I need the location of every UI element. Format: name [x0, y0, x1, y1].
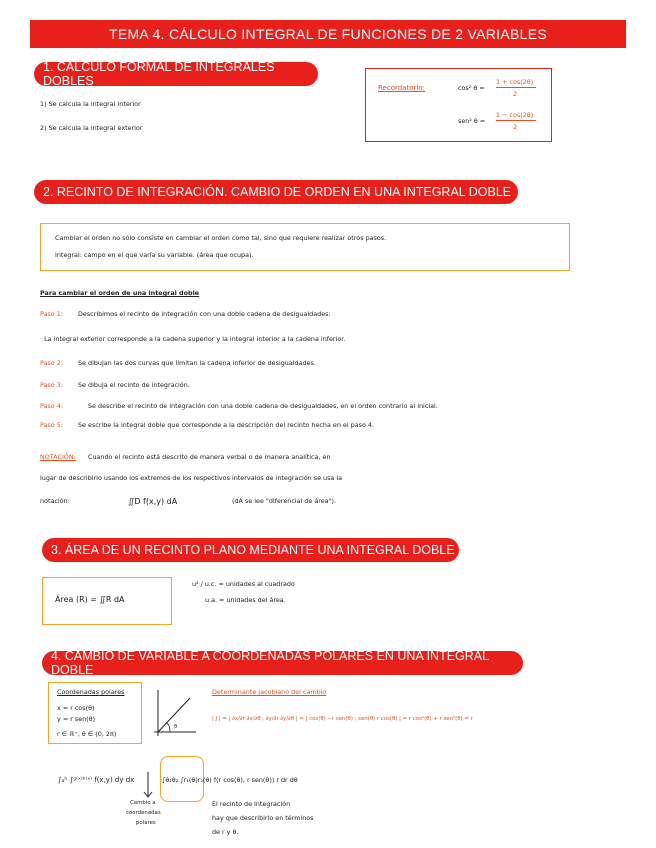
notation-formula: ∬D f(x,y) dA: [128, 497, 178, 506]
paso-3-label: Paso 3:: [40, 381, 63, 389]
section-4-heading: 4. CAMBIO DE VARIABLE A COORDENADAS POLARES EN UNA INTEGRAL DOBLE: [42, 651, 523, 675]
integral-cartesian: ∫ₐᵇ ∫ᵍ⁽ˣ⁾ʰ⁽ˣ⁾ f(x,y) dy dx: [58, 776, 135, 784]
paso-4-label: Paso 4:: [40, 402, 63, 410]
polar-title: Coordenadas polares: [57, 688, 125, 696]
area-note-1: u² / u.c. = unidades al cuadrado: [192, 580, 295, 588]
polar-theta-label: θ: [174, 724, 178, 730]
jacobian-title: Determinante jacobiano del cambio: [212, 688, 327, 696]
sin-numerator: 1 − cos(2θ): [496, 111, 534, 119]
cos-lhs: cos² θ =: [458, 84, 485, 92]
area-note-2: u.a. = unidades del área.: [205, 596, 286, 604]
change-label-2: coordenadas: [126, 810, 161, 816]
paso-5-text: Se escribe la integral doble que corresponde a la descripción del recinto hecha en el paso 4.: [78, 421, 374, 429]
jacobian-formula: | J | = | ∂x/∂r ∂x/∂θ ; ∂y/∂r ∂y/∂θ | = | cos(θ) −r sen(θ) ; sen(θ) r cos(θ) | = r cos²(θ) + r sen²(θ) = r: [212, 716, 473, 722]
polar-y: y = r sen(θ): [57, 715, 96, 723]
notation-label: NOTACIÓN:: [40, 453, 76, 461]
change-label-3: polares: [136, 820, 156, 826]
paso-1-label: Paso 1:: [40, 310, 63, 318]
paso-4-text: Se describe el recinto de integración con una doble cadena de desigualdades, en el orden contrario al inicial.: [88, 402, 438, 410]
notation-text-2: lugar de describirlo usando los extremos de los respectivos intervalos de integración se usa la: [40, 474, 343, 482]
area-formula: Área (R) = ∬R dA: [55, 595, 125, 604]
page-title: TEMA 4. CÁLCULO INTEGRAL DE FUNCIONES DE 2 VARIABLES: [30, 20, 626, 48]
change-arrow: [140, 770, 156, 800]
region-note-2: hay que describirlo en términos: [212, 814, 314, 822]
polar-box: [48, 682, 142, 744]
polar-domain: r ∈ ℝ⁺, θ ∈ (0, 2π): [57, 730, 117, 738]
notation-text-3: notación:: [40, 497, 70, 505]
paso-1-note: · La integral exterior corresponde a la cadena superior y la integral interior a la cadena inferior.: [40, 335, 346, 343]
region-note-3: de r y θ.: [212, 828, 239, 836]
polar-x: x = r cos(θ): [57, 704, 95, 712]
change-order-line-2: Integral: campo en el que varía su variable. (área que ocupa).: [55, 251, 254, 259]
area-formula-box: [42, 577, 172, 625]
reminder-label: Recordatorio:: [378, 84, 425, 92]
reminder-box: [365, 68, 552, 142]
change-label-1: Cambio a: [130, 800, 156, 806]
notation-text-1: Cuando el recinto está descrito de manera verbal o de manera analítica, en: [88, 453, 331, 461]
sin-denominator: 2: [513, 123, 518, 131]
s2-subtitle: Para cambiar el orden de una integral doble: [40, 289, 200, 297]
paso-5-label: Paso 5:: [40, 421, 63, 429]
paso-2-text: Se dibujan las dos curvas que limitan la cadena inferior de desigualdades.: [78, 359, 316, 367]
integral-polar: ∫θ₁θ₂ ∫r₁(θ)r₂(θ) f(r cos(θ), r sen(θ)) r dr dθ: [162, 776, 298, 784]
cos-numerator: 1 + cos(2θ): [496, 78, 534, 86]
section-3-heading: 3. ÁREA DE UN RECINTO PLANO MEDIANTE UNA INTEGRAL DOBLE: [42, 538, 459, 562]
region-note-1: El recinto de integración: [212, 800, 291, 808]
paso-2-label: Paso 2:: [40, 359, 63, 367]
s1-step-2: 2) Se calcula la integral exterior: [40, 124, 143, 132]
s1-step-1: 1) Se calcula la integral interior: [40, 100, 141, 108]
change-order-line-1: Cambiar el orden no sólo consiste en cambiar el orden como tal, sino que requiere realizar otros pasos.: [55, 234, 387, 242]
cos-denominator: 2: [513, 90, 518, 98]
sin-lhs: sen² θ =: [458, 117, 486, 125]
change-order-box: [40, 223, 570, 271]
notation-note: (dA se lee "diferencial de área").: [232, 497, 337, 505]
section-1-heading: 1. CÁLCULO FORMAL DE INTEGRALES DOBLES: [34, 62, 318, 86]
paso-3-text: Se dibuja el recinto de integración.: [78, 381, 190, 389]
polar-axes-diagram: [150, 688, 198, 740]
paso-1-text: Describimos el recinto de integración con una doble cadena de desigualdades:: [78, 310, 331, 318]
section-2-heading: 2. RECINTO DE INTEGRACIÓN. CAMBIO DE ORDEN EN UNA INTEGRAL DOBLE: [34, 180, 518, 204]
